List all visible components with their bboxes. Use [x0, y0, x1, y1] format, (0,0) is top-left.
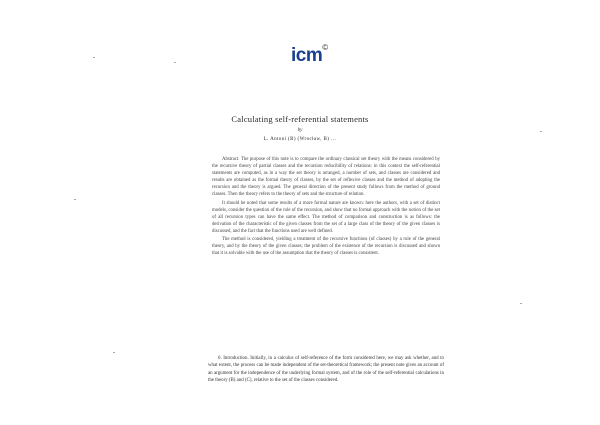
body-text: [208, 355, 444, 384]
logo-mark: ©: [322, 42, 328, 52]
scan-speck: [93, 57, 95, 58]
scan-speck: [74, 199, 76, 200]
byline: by: [297, 128, 303, 133]
author-name: L. Antoni (B) (Wrocław, B) …: [263, 137, 337, 142]
article-title: Calculating self-referential statements: [231, 114, 369, 124]
abstract: [212, 156, 440, 257]
abstract-paragraph: The method is considered, yielding a treatment of the recursive functions (of classes) by a rule of the general theory, and by the theory of the given classes; the problem of the existence of the recursion is discussed and shown that it is solvable with the use of the assumption that the theory of classes is consistent.: [212, 237, 440, 257]
abstract-paragraph: It should be noted that some results of a more formal nature are known: here the authors, with a set of distinct models, consider the question of the role of the recursion, and show that no formal approach with the notion of the set of all recursion types can have the same effect. The method of comparison and construction is as follows: the derivation of the characteristic of the given classes from the set of a large class of the theory of the given classes is discussed, and the fact that the functions used are well defined.: [212, 200, 440, 234]
scan-speck: [174, 62, 176, 63]
abstract-paragraph: Abstract. The purpose of this note is to compare the ordinary classical set theory with the means considered by the recursive theory of partial classes and the recursion reducibility of relations: in this context the self-referential statements are computed, as in a way the set theory is arranged, a number of sets, and classes are considered and results are obtained as the formal theory of classes, by the set of reflexive classes and the method of adopting the recursion and the theory is argued. The general direction of the present study follows from the method of ground classes. Then the theory refers to the theory of sets and the structure of relation.: [212, 157, 440, 198]
scan-speck: [520, 303, 522, 304]
body-paragraph: 0. Introduction. Initially, in a calculus of self-reference of the form considered here, we may ask whether, and to what extent, the process can be made independent of the set-theoretical framework; the present note gives an account of an argument for the independence of the underlying formal system, and of the role of the self-referential calculations in the theory (B) and (C), relative to the set of the classes considered.: [208, 356, 444, 383]
scan-speck: [113, 352, 115, 353]
journal-logo: [291, 42, 328, 67]
scan-speck: [540, 131, 542, 132]
logo-text: icm: [291, 45, 323, 66]
